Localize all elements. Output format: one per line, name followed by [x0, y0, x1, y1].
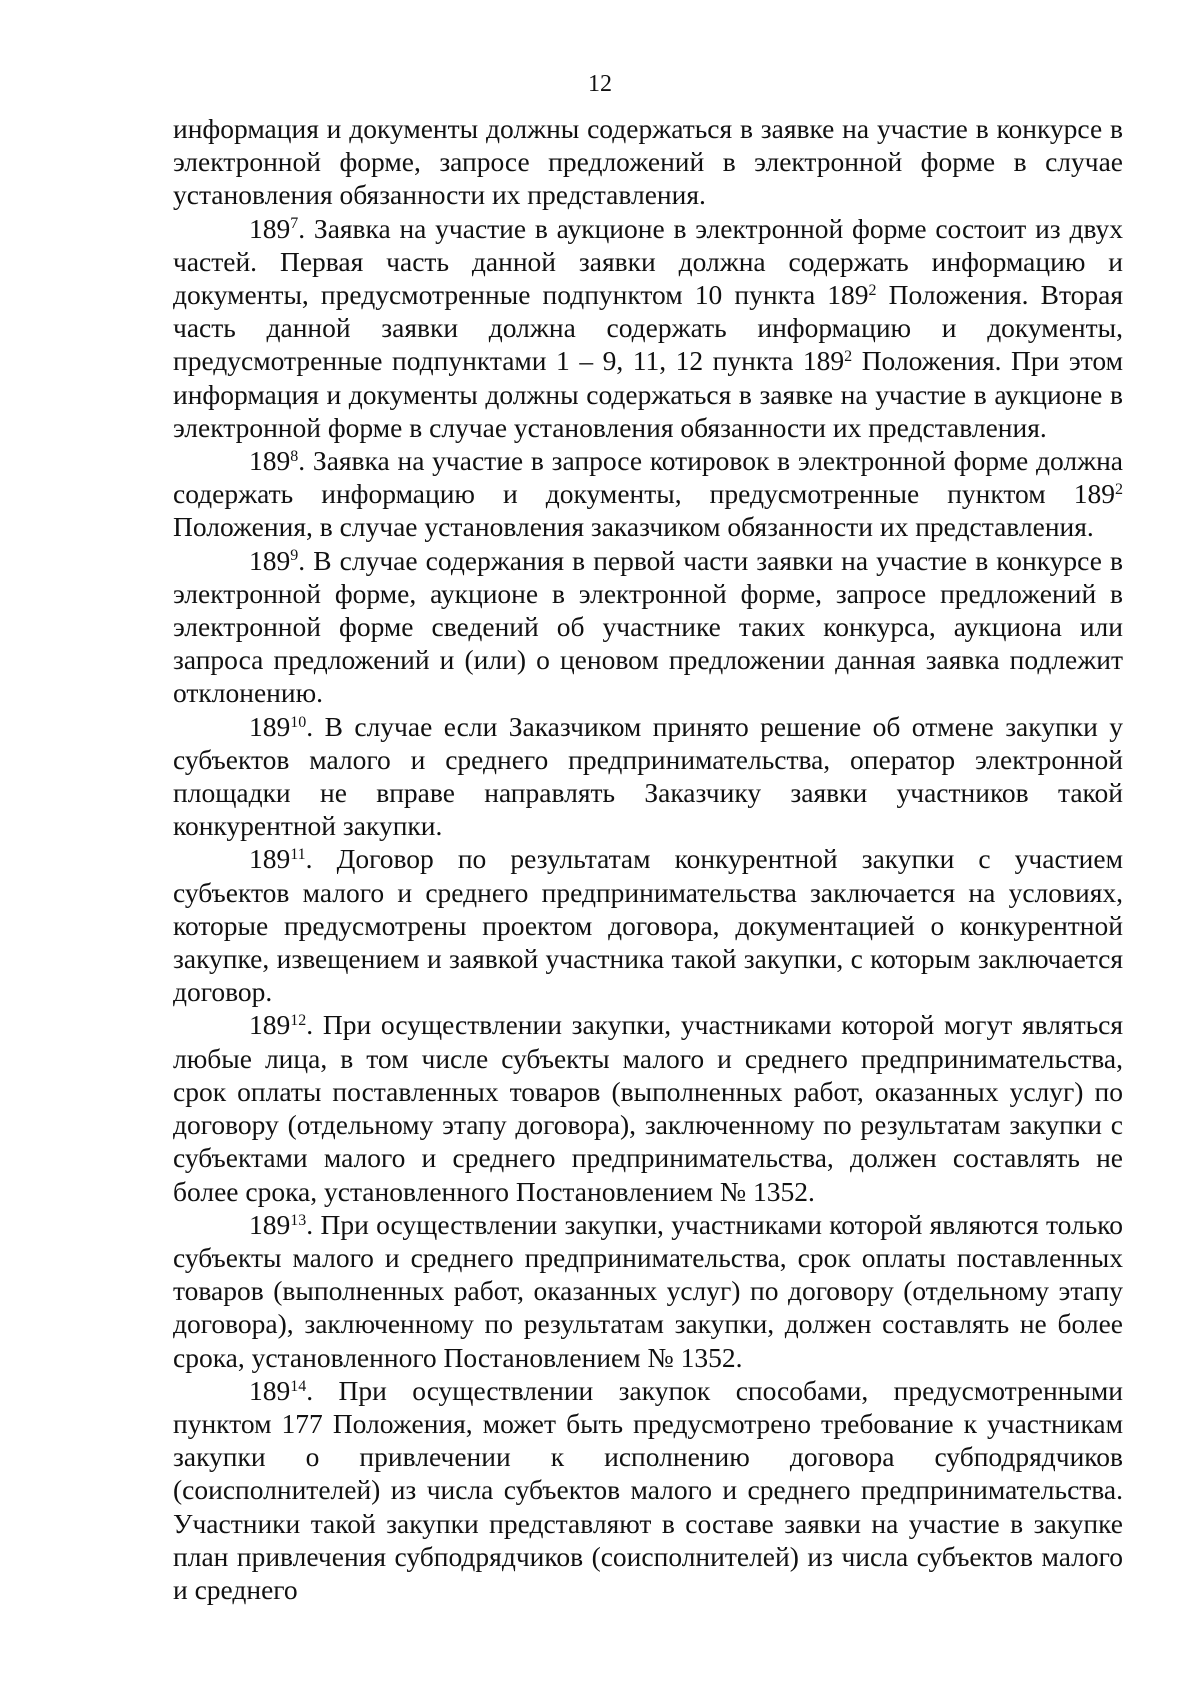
- clause-superscript: 12: [290, 1012, 307, 1030]
- paragraph-text: информация и документы должны содержаться в заявке на участие в конкурсе в электронной форме, запросе предложений в электронной форме в случае установления обязанности их представления.: [173, 113, 1123, 211]
- clause-number: 189: [249, 544, 291, 576]
- clause-superscript: 10: [290, 713, 307, 731]
- paragraph-189-13: [173, 1208, 1123, 1374]
- paragraph-189-7: [173, 212, 1123, 444]
- clause-number: 189: [249, 1374, 291, 1406]
- clause-number: 189: [249, 1208, 291, 1240]
- paragraph-text: . При осуществлении закупок способами, предусмотренными пунктом 177 Положения, может быть предусмотрено требование к участникам закупки о привлечении к исполнению договора субподрядчиков (соисполнителей) из числа субъектов малого и среднего предпринимательства. Участники такой закупки представляют в составе заявки на участие в закупке план привлечения субподрядчиков (соисполнителей) из числа субъектов малого и среднего: [173, 1374, 1123, 1605]
- paragraph-text: Положения, в случае установления заказчиком обязанности их представления.: [173, 511, 1094, 543]
- clause-superscript: 7: [290, 215, 299, 233]
- paragraph-text: . В случае содержания в первой части заявки на участие в конкурсе в электронной форме, аукционе в электронной форме, запросе предложений в электронной форме сведений об участнике таких конкурса, аукциона или запроса предложений и (или) о ценовом предложении данная заявка подлежит отклонению.: [173, 544, 1123, 709]
- paragraph-continuation: [173, 112, 1123, 212]
- document-body: [173, 112, 1123, 1606]
- reference-superscript: 2: [844, 348, 853, 366]
- paragraph-189-9: [173, 544, 1123, 710]
- clause-number: 189: [249, 843, 291, 875]
- paragraph-189-8: [173, 444, 1123, 544]
- paragraph-189-14: [173, 1374, 1123, 1606]
- clause-number: 189: [249, 445, 291, 477]
- paragraph-text: . Договор по результатам конкурентной закупки с участием субъектов малого и среднего предпринимательства заключается на условиях, которые предусмотрены проектом договора, документацией о конкурентной закупке, извещением и заявкой участника такой закупки, с которым заключается договор.: [173, 843, 1123, 1008]
- clause-superscript: 13: [290, 1211, 307, 1229]
- reference-superscript: 2: [868, 281, 877, 299]
- paragraph-text: Положения. Вторая часть данной заявки должна содержать информацию и документы, предусмотренные подпунктами 1 – 9, 11, 12 пункта 189: [173, 279, 1123, 377]
- clause-superscript: 11: [290, 846, 306, 864]
- clause-number: 189: [249, 710, 291, 742]
- clause-number: 189: [249, 1009, 291, 1041]
- paragraph-189-10: [173, 710, 1123, 843]
- paragraph-text: . Заявка на участие в запросе котировок в электронной форме должна содержать информацию и документы, предусмотренные пунктом 189: [173, 445, 1123, 510]
- paragraph-text: . Заявка на участие в аукционе в электронной форме состоит из двух частей. Первая часть данной заявки должна содержать информацию и документы, предусмотренные подпунктом 10 пункта 189: [173, 212, 1123, 311]
- paragraph-text: . При осуществлении закупки, участниками которой могут являться любые лица, в том числе субъекты малого и среднего предпринимательства, срок оплаты поставленных товаров (выполненных работ, оказанных услуг) по договору (отдельному этапу договора), заключенному по результатам закупки с субъектами малого и среднего предпринимательства, должен составлять не более срока, установленного Постановлением № 1352.: [173, 1009, 1123, 1207]
- reference-superscript: 2: [1115, 481, 1123, 499]
- clause-superscript: 8: [290, 447, 299, 465]
- paragraph-189-12: [173, 1008, 1123, 1207]
- clause-number: 189: [249, 212, 291, 244]
- paragraph-text: . В случае если Заказчиком принято решение об отмене закупки у субъектов малого и среднего предпринимательства, оператор электронной площадки не вправе направлять Заказчику заявки участников такой конкурентной закупки.: [173, 710, 1123, 842]
- paragraph-text: . При осуществлении закупки, участниками которой являются только субъекты малого и среднего предпринимательства, срок оплаты поставленных товаров (выполненных работ, оказанных услуг) по договору (отдельному этапу договора), заключенному по результатам закупки, должен составлять не более срока, установленного Постановлением № 1352.: [173, 1208, 1123, 1373]
- page-number: 12: [588, 71, 612, 97]
- paragraph-text: Положения. При этом информация и документы должны содержаться в заявке на участие в аукционе в электронной форме в случае установления обязанности их представления.: [173, 345, 1123, 443]
- clause-superscript: 14: [290, 1377, 307, 1395]
- clause-superscript: 9: [290, 547, 299, 565]
- paragraph-189-11: [173, 842, 1123, 1008]
